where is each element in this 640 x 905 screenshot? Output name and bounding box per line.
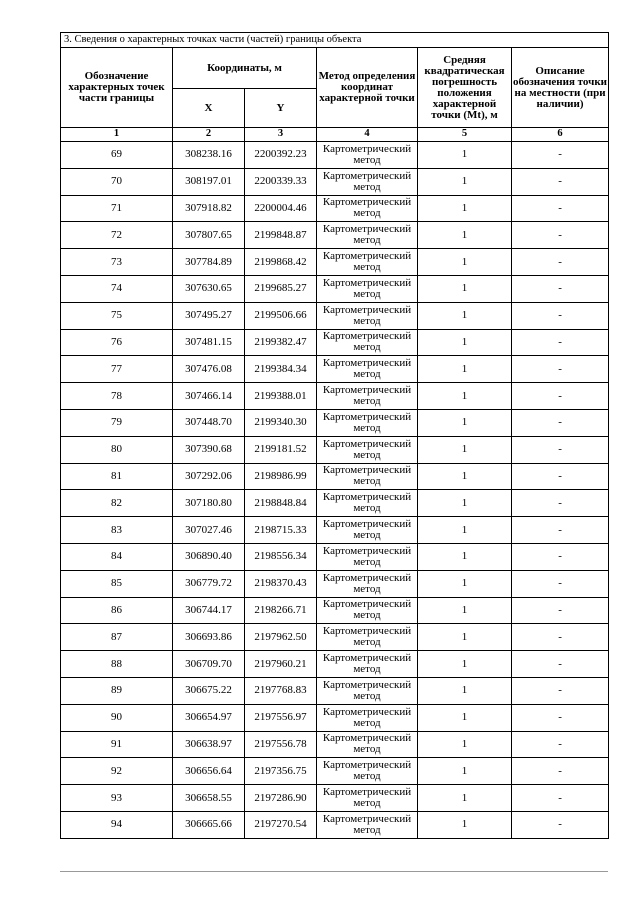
- accuracy-cell: 1: [418, 249, 512, 276]
- table-row: [61, 356, 609, 383]
- accuracy-cell: 1: [418, 168, 512, 195]
- method-line-1: Картометрический: [322, 196, 412, 209]
- accuracy-cell: 1: [418, 624, 512, 651]
- y-cell: 2198715.33: [245, 517, 317, 544]
- point-cell: 81: [61, 463, 173, 490]
- x-cell: 306656.64: [173, 758, 245, 785]
- x-cell: 307481.15: [173, 329, 245, 356]
- method-line-2: метод: [353, 663, 381, 676]
- method-line-2: метод: [353, 502, 381, 515]
- description-cell: -: [512, 275, 609, 302]
- column-number: 4: [317, 128, 418, 142]
- y-cell: 2198370.43: [245, 570, 317, 597]
- method-line-1: Картометрический: [322, 518, 412, 531]
- method-line-2: метод: [353, 716, 381, 729]
- method-line-1: Картометрический: [322, 571, 412, 584]
- point-cell: 83: [61, 517, 173, 544]
- y-cell: 2197286.90: [245, 785, 317, 812]
- y-cell: 2198848.84: [245, 490, 317, 517]
- y-cell: 2197768.83: [245, 677, 317, 704]
- y-cell: 2199506.66: [245, 302, 317, 329]
- point-cell: 82: [61, 490, 173, 517]
- method-line-2: метод: [353, 448, 381, 461]
- accuracy-cell: 1: [418, 436, 512, 463]
- table-row: [61, 597, 609, 624]
- method-line-1: Картометрический: [322, 384, 412, 397]
- y-cell: 2199382.47: [245, 329, 317, 356]
- x-cell: 307807.65: [173, 222, 245, 249]
- header-description: Описание обозначения точки на местности (при наличии): [512, 48, 609, 128]
- description-cell: -: [512, 704, 609, 731]
- method-line-2: метод: [353, 314, 381, 327]
- point-cell: 94: [61, 811, 173, 838]
- table-row: [61, 249, 609, 276]
- method-cell: [317, 731, 418, 758]
- x-cell: 306658.55: [173, 785, 245, 812]
- method-line-2: метод: [353, 341, 381, 354]
- accuracy-cell: 1: [418, 543, 512, 570]
- y-cell: 2197556.97: [245, 704, 317, 731]
- x-cell: 306675.22: [173, 677, 245, 704]
- point-cell: 71: [61, 195, 173, 222]
- method-line-1: Картометрический: [322, 250, 412, 263]
- method-line-1: Картометрический: [322, 437, 412, 450]
- method-line-2: метод: [353, 529, 381, 542]
- accuracy-cell: 1: [418, 356, 512, 383]
- y-cell: 2198266.71: [245, 597, 317, 624]
- point-cell: 76: [61, 329, 173, 356]
- y-cell: 2199685.27: [245, 275, 317, 302]
- method-cell: [317, 811, 418, 838]
- method-line-1: Картометрический: [322, 357, 412, 370]
- header-y: Y: [245, 89, 317, 128]
- accuracy-cell: 1: [418, 677, 512, 704]
- table-row: [61, 329, 609, 356]
- method-cell: [317, 463, 418, 490]
- accuracy-cell: 1: [418, 195, 512, 222]
- table-row: [61, 517, 609, 544]
- point-cell: 79: [61, 409, 173, 436]
- description-cell: -: [512, 811, 609, 838]
- description-cell: -: [512, 517, 609, 544]
- method-line-2: метод: [353, 609, 381, 622]
- method-line-1: Картометрический: [322, 303, 412, 316]
- method-line-1: Картометрический: [322, 652, 412, 665]
- x-cell: 308238.16: [173, 142, 245, 169]
- point-cell: 70: [61, 168, 173, 195]
- header-accuracy: Средняя квадратическая погрешность положения характерной точки (Mt), м: [418, 48, 512, 128]
- method-cell: [317, 275, 418, 302]
- method-line-1: Картометрический: [322, 142, 412, 155]
- method-cell: [317, 570, 418, 597]
- table-row: [61, 811, 609, 838]
- accuracy-cell: 1: [418, 275, 512, 302]
- y-cell: 2199384.34: [245, 356, 317, 383]
- table-row: [61, 195, 609, 222]
- method-cell: [317, 677, 418, 704]
- y-cell: 2198986.99: [245, 463, 317, 490]
- method-line-2: метод: [353, 261, 381, 274]
- x-cell: 306638.97: [173, 731, 245, 758]
- y-cell: 2199340.30: [245, 409, 317, 436]
- header-method: Метод определения координат характерной точки: [317, 48, 418, 128]
- description-cell: -: [512, 731, 609, 758]
- method-line-2: метод: [353, 636, 381, 649]
- x-cell: 307630.65: [173, 275, 245, 302]
- table-row: [61, 490, 609, 517]
- description-cell: -: [512, 597, 609, 624]
- point-cell: 91: [61, 731, 173, 758]
- description-cell: -: [512, 142, 609, 169]
- method-cell: [317, 436, 418, 463]
- x-cell: 307027.46: [173, 517, 245, 544]
- method-line-2: метод: [353, 743, 381, 756]
- accuracy-cell: 1: [418, 731, 512, 758]
- point-cell: 89: [61, 677, 173, 704]
- method-line-2: метод: [353, 180, 381, 193]
- method-line-1: Картометрический: [322, 491, 412, 504]
- x-cell: 307918.82: [173, 195, 245, 222]
- description-cell: -: [512, 570, 609, 597]
- method-cell: [317, 142, 418, 169]
- method-cell: [317, 409, 418, 436]
- method-line-1: Картометрический: [322, 223, 412, 236]
- y-cell: 2199388.01: [245, 383, 317, 410]
- description-cell: -: [512, 490, 609, 517]
- description-cell: -: [512, 785, 609, 812]
- method-cell: [317, 222, 418, 249]
- method-line-2: метод: [353, 475, 381, 488]
- point-cell: 92: [61, 758, 173, 785]
- method-line-1: Картометрический: [322, 464, 412, 477]
- accuracy-cell: 1: [418, 142, 512, 169]
- point-cell: 86: [61, 597, 173, 624]
- column-number: 5: [418, 128, 512, 142]
- method-line-2: метод: [353, 287, 381, 300]
- method-cell: [317, 168, 418, 195]
- x-cell: 307476.08: [173, 356, 245, 383]
- method-line-1: Картометрический: [322, 786, 412, 799]
- x-cell: 306709.70: [173, 651, 245, 678]
- description-cell: -: [512, 543, 609, 570]
- method-line-1: Картометрический: [322, 678, 412, 691]
- table-row: [61, 463, 609, 490]
- x-cell: 307180.80: [173, 490, 245, 517]
- method-cell: [317, 758, 418, 785]
- description-cell: -: [512, 436, 609, 463]
- x-cell: 306779.72: [173, 570, 245, 597]
- point-cell: 69: [61, 142, 173, 169]
- column-numbers-row: [61, 128, 609, 142]
- description-cell: -: [512, 329, 609, 356]
- method-cell: [317, 785, 418, 812]
- description-cell: -: [512, 383, 609, 410]
- y-cell: 2200339.33: [245, 168, 317, 195]
- method-cell: [317, 597, 418, 624]
- table-row: [61, 731, 609, 758]
- table-row: [61, 275, 609, 302]
- accuracy-cell: 1: [418, 329, 512, 356]
- accuracy-cell: 1: [418, 758, 512, 785]
- description-cell: -: [512, 168, 609, 195]
- accuracy-cell: 1: [418, 302, 512, 329]
- y-cell: 2197270.54: [245, 811, 317, 838]
- boundary-points-table: [60, 32, 609, 839]
- description-cell: -: [512, 651, 609, 678]
- table-row: [61, 570, 609, 597]
- point-cell: 72: [61, 222, 173, 249]
- description-cell: -: [512, 758, 609, 785]
- method-line-1: Картометрический: [322, 759, 412, 772]
- method-cell: [317, 517, 418, 544]
- method-line-1: Картометрический: [322, 732, 412, 745]
- table-row: [61, 383, 609, 410]
- method-line-1: Картометрический: [322, 276, 412, 289]
- y-cell: 2197356.75: [245, 758, 317, 785]
- x-cell: 306890.40: [173, 543, 245, 570]
- column-number: 3: [245, 128, 317, 142]
- accuracy-cell: 1: [418, 597, 512, 624]
- x-cell: 307390.68: [173, 436, 245, 463]
- y-cell: 2199848.87: [245, 222, 317, 249]
- table-row: [61, 302, 609, 329]
- method-line-2: метод: [353, 421, 381, 434]
- description-cell: -: [512, 409, 609, 436]
- method-line-2: метод: [353, 582, 381, 595]
- y-cell: 2197960.21: [245, 651, 317, 678]
- x-cell: 306744.17: [173, 597, 245, 624]
- method-line-2: метод: [353, 368, 381, 381]
- method-cell: [317, 624, 418, 651]
- point-cell: 78: [61, 383, 173, 410]
- accuracy-cell: 1: [418, 651, 512, 678]
- description-cell: -: [512, 195, 609, 222]
- method-cell: [317, 249, 418, 276]
- description-cell: -: [512, 356, 609, 383]
- table-body: [61, 33, 609, 839]
- method-cell: [317, 704, 418, 731]
- method-line-2: метод: [353, 395, 381, 408]
- header-x: X: [173, 89, 245, 128]
- description-cell: -: [512, 302, 609, 329]
- x-cell: 307466.14: [173, 383, 245, 410]
- method-line-2: метод: [353, 207, 381, 220]
- header-designation: Обозначение характерных точек части границы: [61, 48, 173, 128]
- x-cell: 306665.66: [173, 811, 245, 838]
- y-cell: 2200392.23: [245, 142, 317, 169]
- point-cell: 80: [61, 436, 173, 463]
- method-line-1: Картометрический: [322, 625, 412, 638]
- y-cell: 2197962.50: [245, 624, 317, 651]
- table-row: [61, 704, 609, 731]
- description-cell: -: [512, 249, 609, 276]
- method-cell: [317, 329, 418, 356]
- description-cell: -: [512, 677, 609, 704]
- table-row: [61, 785, 609, 812]
- page-bottom-rule: [60, 871, 608, 872]
- point-cell: 87: [61, 624, 173, 651]
- accuracy-cell: 1: [418, 704, 512, 731]
- accuracy-cell: 1: [418, 463, 512, 490]
- point-cell: 85: [61, 570, 173, 597]
- table-row: [61, 142, 609, 169]
- method-line-1: Картометрический: [322, 169, 412, 182]
- accuracy-cell: 1: [418, 811, 512, 838]
- method-cell: [317, 543, 418, 570]
- method-line-2: метод: [353, 153, 381, 166]
- column-number: 6: [512, 128, 609, 142]
- method-line-1: Картометрический: [322, 812, 412, 825]
- table-row: [61, 543, 609, 570]
- accuracy-cell: 1: [418, 409, 512, 436]
- y-cell: 2199868.42: [245, 249, 317, 276]
- point-cell: 77: [61, 356, 173, 383]
- x-cell: 306693.86: [173, 624, 245, 651]
- method-cell: [317, 651, 418, 678]
- x-cell: 307495.27: [173, 302, 245, 329]
- point-cell: 73: [61, 249, 173, 276]
- x-cell: 308197.01: [173, 168, 245, 195]
- method-line-1: Картометрический: [322, 705, 412, 718]
- table-row: [61, 758, 609, 785]
- point-cell: 88: [61, 651, 173, 678]
- method-line-2: метод: [353, 770, 381, 783]
- x-cell: 307292.06: [173, 463, 245, 490]
- method-line-1: Картометрический: [322, 544, 412, 557]
- method-line-2: метод: [353, 797, 381, 810]
- method-cell: [317, 195, 418, 222]
- method-line-1: Картометрический: [322, 330, 412, 343]
- y-cell: 2198556.34: [245, 543, 317, 570]
- x-cell: 306654.97: [173, 704, 245, 731]
- x-cell: 307448.70: [173, 409, 245, 436]
- point-cell: 75: [61, 302, 173, 329]
- method-line-2: метод: [353, 234, 381, 247]
- method-line-2: метод: [353, 823, 381, 836]
- table-row: [61, 436, 609, 463]
- accuracy-cell: 1: [418, 517, 512, 544]
- accuracy-cell: 1: [418, 222, 512, 249]
- method-cell: [317, 356, 418, 383]
- point-cell: 74: [61, 275, 173, 302]
- table-row: [61, 651, 609, 678]
- accuracy-cell: 1: [418, 570, 512, 597]
- description-cell: -: [512, 222, 609, 249]
- column-number: 1: [61, 128, 173, 142]
- method-line-1: Картометрический: [322, 410, 412, 423]
- point-cell: 90: [61, 704, 173, 731]
- point-cell: 93: [61, 785, 173, 812]
- accuracy-cell: 1: [418, 785, 512, 812]
- method-cell: [317, 383, 418, 410]
- y-cell: 2200004.46: [245, 195, 317, 222]
- method-cell: [317, 302, 418, 329]
- section-title: 3. Сведения о характерных точках части (частей) границы объекта: [61, 33, 609, 48]
- table-row: [61, 222, 609, 249]
- method-line-2: метод: [353, 689, 381, 702]
- method-line-1: Картометрический: [322, 598, 412, 611]
- y-cell: 2197556.78: [245, 731, 317, 758]
- table-row: [61, 409, 609, 436]
- accuracy-cell: 1: [418, 383, 512, 410]
- description-cell: -: [512, 463, 609, 490]
- accuracy-cell: 1: [418, 490, 512, 517]
- header-coordinates: Координаты, м: [173, 48, 317, 89]
- method-line-2: метод: [353, 555, 381, 568]
- point-cell: 84: [61, 543, 173, 570]
- table-row: [61, 677, 609, 704]
- x-cell: 307784.89: [173, 249, 245, 276]
- description-cell: -: [512, 624, 609, 651]
- table-row: [61, 168, 609, 195]
- column-number: 2: [173, 128, 245, 142]
- method-cell: [317, 490, 418, 517]
- y-cell: 2199181.52: [245, 436, 317, 463]
- table-row: [61, 624, 609, 651]
